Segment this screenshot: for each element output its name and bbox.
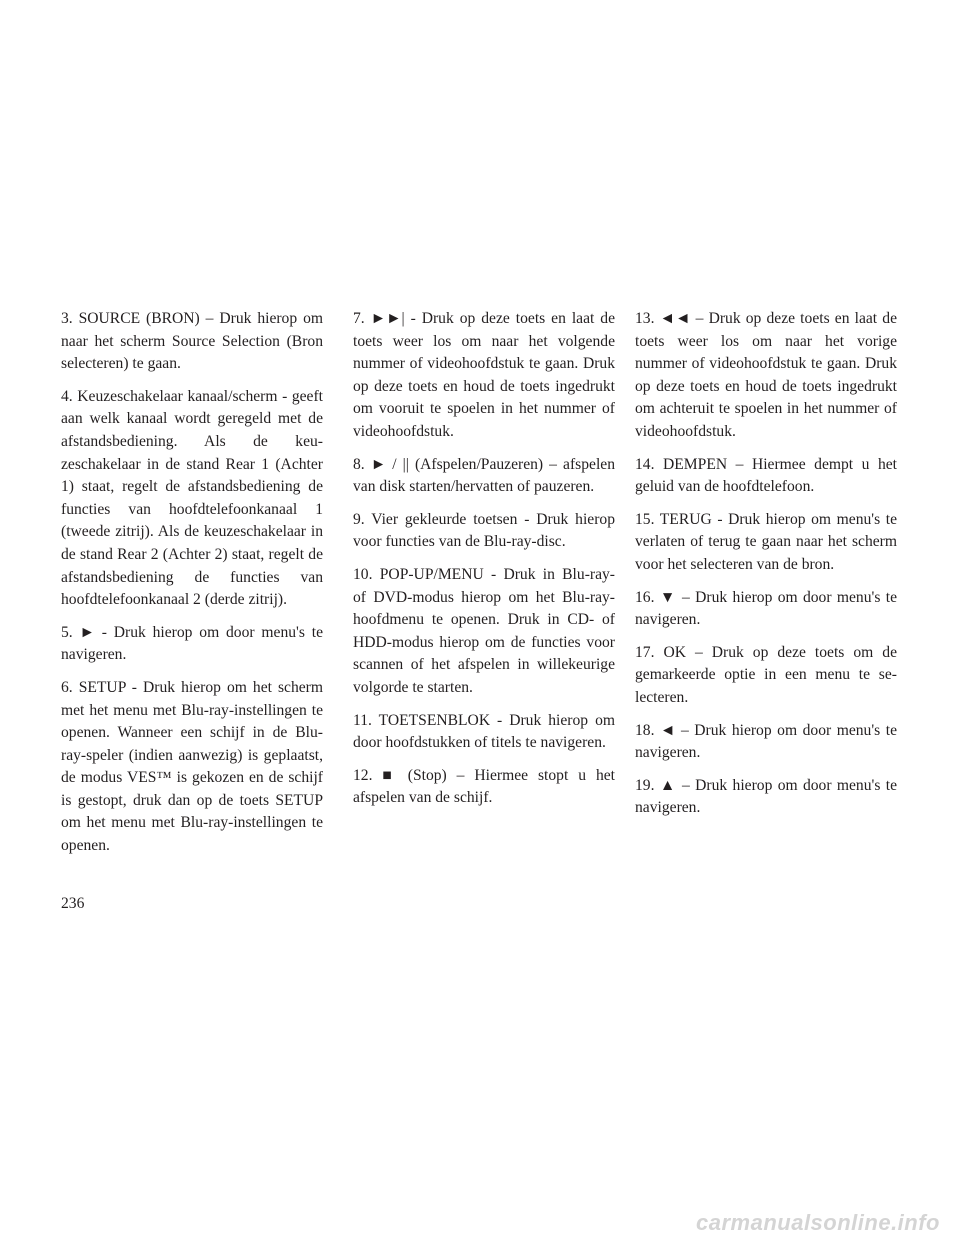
text-column-3 [635,308,897,830]
paragraph-item-5: 5. ► - Druk hierop om door menu's te navigeren. [61,623,323,664]
paragraph-item-16: 16. ▼ – Druk hierop om door menu's te navigeren. [635,588,897,629]
paragraph-item-8: 8. ► / || (Afspelen/Pauzeren) – afspelen van disk starten/hervatten of pauzeren. [353,455,615,496]
paragraph-item-4: 4. Keuzeschakelaar kanaal/scherm - geeft aan welk kanaal wordt geregeld met de afstandsbediening. Als de keuzeschakelaar in de stand Rear 1 (Achter 1) staat, regelt de afstandsbediening de functies van hoofdtelefoonkanaal 1 (tweede zitrij). Als de keuzeschakelaar in de stand Rear 2 (Achter 2) staat, regelt de afstandsbediening de functies van hoofdtelefoonkanaal 2 (derde zitrij). [61,387,323,609]
page-number: 236 [61,895,85,912]
paragraph-item-3: 3. SOURCE (BRON) – Druk hierop om naar het scherm Source Selection (Bron selecteren) te gaan. [61,310,323,373]
paragraph-item-14: 14. DEMPEN – Hiermee dempt u het geluid van de hoofdtelefoon. [635,455,897,496]
paragraph-item-6: 6. SETUP - Druk hierop om het scherm met het menu met Blu-ray-instellingen te openen. Wanneer een schijf in de Blu-ray-speler (indien aanwezig) is geplaatst, de modus VES™ is gekozen en de schijf is gestopt, druk dan op de toets SETUP om het menu met Blu-ray-instellingen te openen. [61,678,323,855]
paragraph-item-12: 12. ■ (Stop) – Hiermee stopt u het afspelen van de schijf. [353,766,615,807]
paragraph-item-10: 10. POP-UP/MENU - Druk in Blu-ray- of DVD-modus hierop om het Blu-ray-hoofdmenu te openen. Druk in CD- of HDD-modus hierop om de functies voor scannen of het afspelen in willekeurige volgorde te starten. [353,565,615,696]
watermark: carmanualsonline.info [696,1210,940,1235]
paragraph-item-15: 15. TERUG - Druk hierop om menu's te verlaten of terug te gaan naar het scherm voor het selecteren van de bron. [635,510,897,573]
paragraph-item-18: 18. ◄ – Druk hierop om door menu's te navigeren. [635,721,897,762]
paragraph-item-17: 17. OK – Druk op deze toets om de gemarkeerde optie in een menu te selecteren. [635,643,897,706]
paragraph-item-19: 19. ▲ – Druk hierop om door menu's te navigeren. [635,776,897,817]
paragraph-item-11: 11. TOETSENBLOK - Druk hierop om door hoofdstukken of titels te navigeren. [353,711,615,752]
paragraph-item-13: 13. ◄◄ – Druk op deze toets en laat de toets weer los om naar het vorige nummer of videohoofdstuk te gaan. Druk op deze toets en houd de toets ingedrukt om achteruit te spoelen in het nummer of videohoofdstuk. [635,310,897,440]
text-column-1 [61,308,323,868]
paragraph-item-7: 7. ►►| - Druk op deze toets en laat de toets weer los om naar het volgende nummer of videohoofdstuk te gaan. Druk op deze toets en houd de toets ingedrukt om vooruit te spoelen in het nummer of videohoofdstuk. [353,310,615,440]
text-column-2 [353,308,615,820]
paragraph-item-9: 9. Vier gekleurde toetsen - Druk hierop voor functies van de Blu-ray-disc. [353,510,615,551]
